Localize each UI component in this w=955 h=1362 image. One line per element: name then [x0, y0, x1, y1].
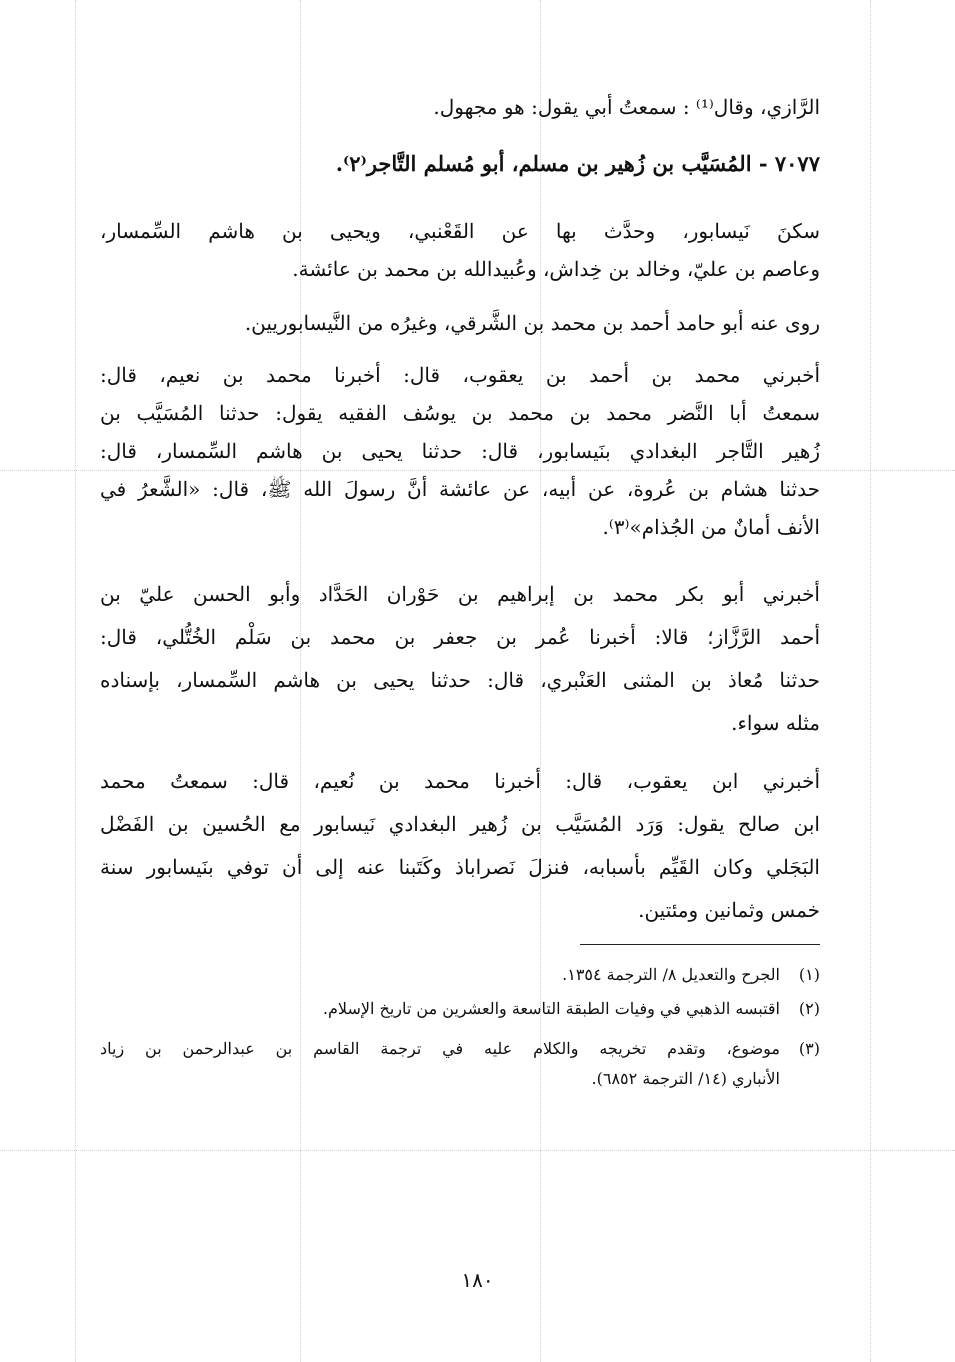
text-line: الرَّازي، وقال⁽¹⁾ : سمعتُ أبي يقول: هو مجهول.	[433, 95, 820, 119]
text-line: وعاصم بن عليّ، وخالد بن خِداش، وعُبيدالله بن محمد بن عائشة.	[292, 257, 820, 281]
text-line: أحمد الرَّزَّاز؛ قالا: أخبرنا عُمر بن جعفر بن محمد بن سَلْم الخُتُّلي، قال:	[100, 625, 820, 649]
footnote	[100, 1036, 820, 1062]
text-line: سمعتُ أبا النَّضر محمد بن محمد بن يوسُف الفقيه يقول: حدثنا المُسَيَّب بن	[100, 401, 820, 425]
text-line: سكنَ نَيسابور، وحدَّث بها عن القَعْنبي، ويحيى بن هاشم السِّمسار،	[100, 219, 820, 243]
scan-grid-line	[0, 1150, 955, 1151]
text-line: أخبرني أبو بكر محمد بن إبراهيم بن حَوْران الحَدَّاد وأبو الحسن عليّ بن	[100, 582, 820, 606]
footnote-text: اقتبسه الذهبي في وفيات الطبقة التاسعة والعشرين من تاريخ الإسلام.	[322, 999, 780, 1018]
footnote-text: الأنباري (١٤/ الترجمة ٦٨٥٢).	[591, 1069, 780, 1088]
scan-grid-line	[0, 470, 955, 471]
text-line: زُهير التَّاجر البغدادي بنَيسابور، قال: حدثنا يحيى بن هاشم السِّمسار، قال:	[100, 439, 820, 463]
footnote	[100, 962, 820, 988]
text-line: ابن صالح يقول: وَرَد المُسَيَّب بن زُهير البغدادي نَيسابور مع الحُسين بن الفَضْل	[100, 812, 820, 836]
text-line: حدثنا هشام بن عُروة، عن أبيه، عن عائشة أنَّ رسولَ الله ﷺ، قال: «الشَّعرُ في	[100, 477, 820, 501]
text-line: خمس وثمانين ومئتين.	[638, 898, 820, 922]
text-line: حدثنا مُعاذ بن المثنى العَنْبري، قال: حدثنا يحيى بن هاشم السِّمسار، بإسناده	[100, 668, 820, 692]
entry-heading: ٧٠٧٧ - المُسَيَّب بن زُهير بن مسلم، أبو مُسلم التَّاجر⁽٢⁾.	[335, 151, 820, 176]
footnote-text: الجرح والتعديل ٨/ الترجمة ١٣٥٤.	[562, 965, 780, 984]
footnote-number: (٢)	[798, 999, 820, 1018]
text-line: البَجَلي وكان القَيِّم بأسبابه، فنزلَ نَصراباذ وكَتَبنا عنه إلى أن توفي بنَيسابور سنة	[100, 855, 820, 879]
scan-grid-line	[870, 0, 871, 1362]
footnote-number: (١)	[798, 965, 820, 984]
text-line: مثله سواء.	[731, 711, 820, 735]
text-line: أخبرني محمد بن أحمد بن يعقوب، قال: أخبرنا محمد بن نعيم، قال:	[100, 363, 820, 387]
text-line: الأنف أمانٌ من الجُذام»⁽٣⁾.	[602, 515, 820, 539]
footnote-text: موضوع، وتقدم تخريجه والكلام عليه في ترجمة القاسم بن عبدالرحمن بن زياد	[100, 1039, 780, 1058]
footnote-number: (٣)	[798, 1039, 820, 1058]
footnote-separator	[580, 944, 820, 945]
scan-grid-line	[75, 0, 76, 1362]
footnote	[100, 996, 820, 1022]
page-number: ١٨٠	[461, 1268, 494, 1292]
footnote-continuation	[100, 1066, 820, 1092]
text-line: أخبرني ابن يعقوب، قال: أخبرنا محمد بن نُعيم، قال: سمعتُ محمد	[100, 769, 820, 793]
text-line: روى عنه أبو حامد أحمد بن محمد بن الشَّرقي، وغيرُه من النَّيسابوريين.	[244, 311, 820, 335]
